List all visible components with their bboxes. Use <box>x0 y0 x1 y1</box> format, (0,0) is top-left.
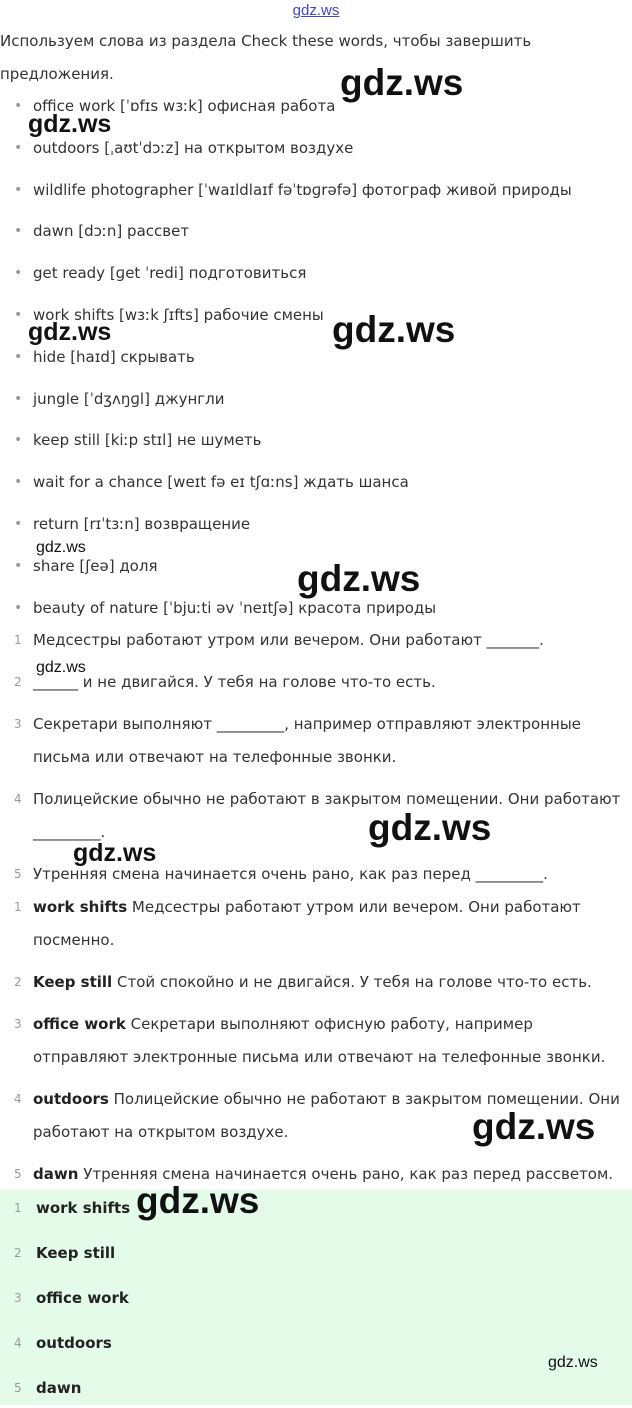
watermark: gdz.ws <box>28 318 112 346</box>
exercise-text: Медсестры работают утром или вечером. Они работают _______. <box>33 631 544 649</box>
watermark: gdz.ws <box>297 558 421 599</box>
bullet-icon: • <box>14 265 23 282</box>
watermark: gdz.ws <box>368 807 492 848</box>
item-number: 1 <box>14 633 22 647</box>
solution-text: Полицейские обычно не работают в закрытом помещении. Они работают на открытом воздухе. <box>33 1090 620 1141</box>
watermark: gdz.ws <box>36 659 86 676</box>
vocab-item: • work shifts [wɜːk ʃɪfts] рабочие смены <box>0 295 632 337</box>
solution-text: Медсестры работают утром или вечером. Они работают посменно. <box>33 898 581 949</box>
item-number: 2 <box>14 975 22 989</box>
watermark: gdz.ws <box>28 110 112 138</box>
answer-word: office work <box>36 1289 129 1307</box>
answer-word: work shifts <box>33 898 128 916</box>
vocab-item: • outdoors [ˌaʊtˈdɔːz] на открытом воздухе <box>0 128 632 170</box>
answer-word: Keep still <box>36 1244 116 1262</box>
item-number: 1 <box>14 1201 22 1215</box>
item-number: 5 <box>14 1167 22 1181</box>
vocab-item: • jungle [ˈdʒʌŋɡl] джунгли <box>0 379 632 421</box>
answer-row <box>0 1233 632 1273</box>
bullet-icon: • <box>14 515 23 532</box>
solution-item <box>0 1158 625 1191</box>
item-number: 3 <box>14 717 22 731</box>
answer-row <box>0 1323 632 1363</box>
bullet-icon: • <box>14 181 23 198</box>
answer-row <box>0 1278 632 1318</box>
vocab-item: • return [rɪˈtɜːn] возвращение <box>0 504 632 546</box>
exercise-item <box>0 624 625 657</box>
answer-word: work shifts <box>36 1199 131 1217</box>
answer-word: dawn <box>33 1165 79 1183</box>
vocab-item: • keep still [kiːp stɪl] не шуметь <box>0 420 632 462</box>
answer-word: outdoors <box>36 1334 112 1352</box>
watermark: gdz.ws <box>136 1180 260 1221</box>
item-number: 2 <box>14 675 22 689</box>
vocab-item: • get ready [ɡet ˈredi] подготовиться <box>0 253 632 295</box>
answer-row <box>0 1188 632 1228</box>
bullet-icon: • <box>14 474 23 491</box>
bullet-icon: • <box>14 223 23 240</box>
item-number: 2 <box>14 1246 22 1260</box>
bullet-icon: • <box>14 390 23 407</box>
answers-panel <box>0 1190 632 1405</box>
item-number: 5 <box>14 1381 22 1395</box>
solution-item <box>0 891 625 957</box>
vocab-item: • wait for a chance [weɪt fə eɪ tʃɑːns] ждать шанса <box>0 462 632 504</box>
vocab-list <box>0 86 632 629</box>
exercise-text: ______ и не двигайся. У тебя на голове что-то есть. <box>33 673 436 691</box>
solution-text: Стой спокойно и не двигайся. У тебя на голове что-то есть. <box>116 973 592 991</box>
bullet-icon: • <box>14 139 23 156</box>
solution-text: Утренняя смена начинается очень рано, как раз перед рассветом. <box>83 1165 614 1183</box>
watermark: gdz.ws <box>332 309 456 350</box>
watermark: gdz.ws <box>548 1354 598 1371</box>
vocab-item: • share [ʃeə] доля <box>0 546 632 588</box>
solution-item <box>0 966 625 999</box>
item-number: 5 <box>14 867 22 881</box>
vocab-item: • beauty of nature [ˈbjuːti əv ˈneɪtʃə] красота природы <box>0 588 632 630</box>
item-number: 3 <box>14 1291 22 1305</box>
bullet-icon: • <box>14 557 23 574</box>
intro-text: Используем слова из раздела Check these words, чтобы завершить предложения. <box>0 32 532 83</box>
exercise-item <box>0 666 625 699</box>
item-number: 4 <box>14 792 22 806</box>
vocab-item: • office work [ˈɒfɪs wɜːk] офисная работа <box>0 86 632 128</box>
bullet-icon: • <box>14 599 23 616</box>
vocab-item: • dawn [dɔːn] рассвет <box>0 211 632 253</box>
solution-item <box>0 1008 625 1074</box>
vocab-item: • hide [haɪd] скрывать <box>0 337 632 379</box>
solution-text: Секретари выполняют офисную работу, например отправляют электронные письма или отвечают на телефонные звонки. <box>33 1015 606 1066</box>
watermark: gdz.ws <box>36 539 86 556</box>
vocab-item: • wildlife photographer [ˈwaɪldlaɪf fəˈtɒɡrəfə] фотограф живой природы <box>0 170 632 212</box>
answer-word: office work <box>33 1015 126 1033</box>
answer-row <box>0 1368 632 1408</box>
exercise-item <box>0 708 625 774</box>
watermark: gdz.ws <box>340 62 464 103</box>
bullet-icon: • <box>14 432 23 449</box>
item-number: 4 <box>14 1336 22 1350</box>
answer-word: outdoors <box>33 1090 109 1108</box>
exercise-text: Полицейские обычно не работают в закрытом помещении. Они работают _________. <box>33 790 621 841</box>
top-watermark-link[interactable]: gdz.ws <box>292 2 340 19</box>
answer-word: dawn <box>36 1379 82 1397</box>
bullet-icon: • <box>14 306 23 323</box>
bullet-icon: • <box>14 348 23 365</box>
bullet-icon: • <box>14 98 23 114</box>
item-number: 1 <box>14 900 22 914</box>
exercise-text: Утренняя смена начинается очень рано, как раз перед _________. <box>33 865 548 883</box>
item-number: 3 <box>14 1017 22 1031</box>
watermark: gdz.ws <box>472 1106 596 1147</box>
answer-word: Keep still <box>33 973 113 991</box>
item-number: 4 <box>14 1092 22 1106</box>
exercise-text: Секретари выполняют _________, например отправляют электронные письма или отвечают на телефонные звонки. <box>33 715 581 766</box>
watermark: gdz.ws <box>73 839 157 867</box>
